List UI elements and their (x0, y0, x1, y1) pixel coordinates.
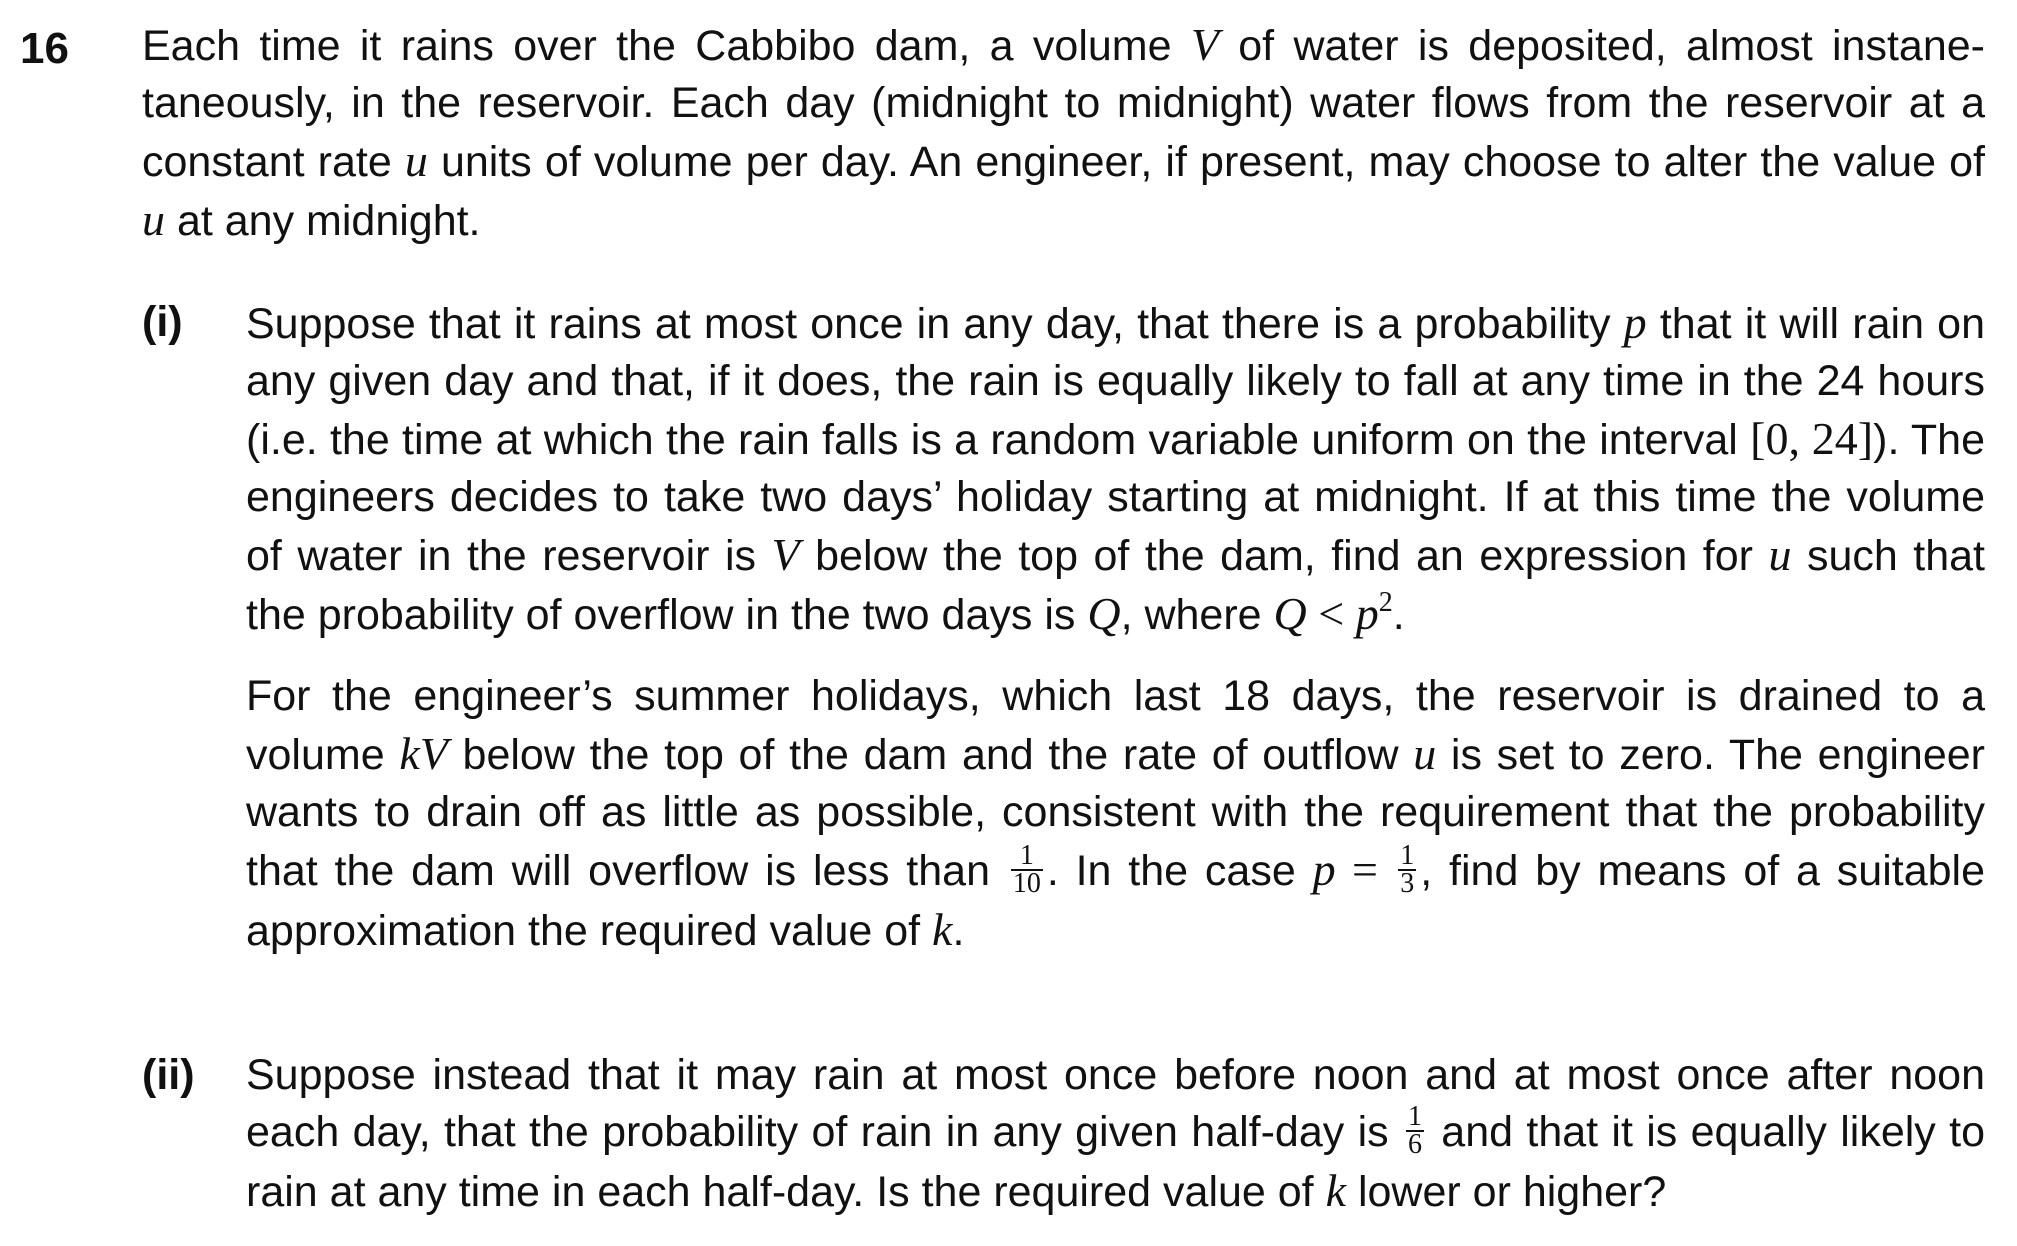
intro-text: Each time it rains over the Cabbibo dam, a volume (142, 22, 1191, 70)
part-ii-text: and that it is equally likely to rain at any time in each half-day. Is the required value of (246, 1108, 1985, 1216)
math-exponent: 2 (1378, 587, 1393, 618)
part-i-text: below the top of the dam and the rate of outflow (447, 731, 1414, 779)
part-i-text: such that the probability of overflow in the two days is (246, 532, 1985, 639)
part-i-text: below the top of the dam, find an expression for (799, 532, 1769, 580)
question-number: 16 (20, 24, 69, 73)
math-symbol-v: V (771, 529, 800, 580)
part-i-text: , where (1120, 591, 1274, 639)
math-symbol-u: u (1768, 529, 1792, 580)
math-less-than: < (1306, 588, 1356, 639)
part-i-text: , find by means of a suitable approximation the required value of (246, 847, 1985, 955)
question-intro (142, 16, 1985, 250)
fraction-numerator: 1 (1407, 1100, 1422, 1132)
math-symbol-q: Q (1087, 588, 1121, 639)
intro-text: units of volume per day. An engineer, if present, may choose to alter the value of (427, 138, 1985, 186)
part-ii-label: (ii) (142, 1051, 195, 1099)
fraction-denominator: 10 (1012, 867, 1041, 899)
math-equals: = (1335, 844, 1395, 895)
fraction-numerator: 1 (1011, 843, 1043, 871)
part-i-paragraph-2 (246, 668, 1985, 960)
fraction-numerator: 1 (1400, 839, 1415, 871)
part-i-label: (i) (142, 298, 183, 346)
part-i-text: . (952, 906, 965, 955)
part-ii-paragraph (246, 1047, 1985, 1221)
math-symbol-k: k (932, 903, 953, 955)
intro-text: of water is deposited, almost instane-taneously, in the reservoir. Each day (midnight to midnight) water flows from the reservoir at a constant rate (142, 22, 1985, 186)
fraction-denominator: 3 (1400, 867, 1415, 899)
math-symbol-kv: kV (399, 728, 448, 779)
math-symbol-p: p (1312, 844, 1336, 895)
intro-text: at any midnight. (165, 197, 481, 245)
part-i-text: For the engineer’s summer holidays, which last 18 days, the reservoir is drained to a volume (246, 672, 1985, 779)
part-i-text: Suppose that it rains at most once in any day, that there is a probability (246, 300, 1624, 348)
part-i-text: ). The engineers decides to take two days’ holiday starting at midnight. If at this time the volume of water in the reservoir is (246, 416, 1986, 580)
part-i-text: is set to zero. The engineer wants to drain off as little as possible, consistent with the requirement that the probability that the dam will overflow is less than (246, 731, 1985, 895)
math-symbol-k: k (1325, 1164, 1346, 1216)
part-i-text: . (1392, 591, 1405, 639)
part-ii-text: lower or higher? (1346, 1167, 1667, 1216)
math-symbol-p: p (1355, 588, 1379, 639)
math-symbol-p: p (1623, 297, 1647, 348)
fraction-denominator: 6 (1407, 1128, 1422, 1160)
math-symbol-q: Q (1273, 588, 1307, 639)
part-i-text: that it will rain on any given day and that, if it does, the rain is equally likely to fall at any time in the 24 hours (i.e. the time at which the rain falls is a random variable uniform on the interval (246, 300, 1985, 464)
fraction-one-sixth (1406, 1100, 1424, 1160)
math-interval: [0, 24] (1750, 413, 1874, 464)
part-i-paragraph-1 (246, 294, 1985, 644)
fraction-one-tenth (1011, 839, 1043, 899)
math-symbol-u: u (142, 194, 165, 245)
math-symbol-u: u (404, 135, 428, 186)
part-i-text: . In the case (1046, 847, 1313, 895)
math-symbol-v: V (1190, 19, 1219, 70)
fraction-one-third (1398, 839, 1416, 899)
math-symbol-u: u (1413, 728, 1437, 779)
part-ii-text: Suppose instead that it may rain at most once before noon and at most once after noon each day, that the probability of rain in any given half-day is (246, 1051, 1985, 1156)
